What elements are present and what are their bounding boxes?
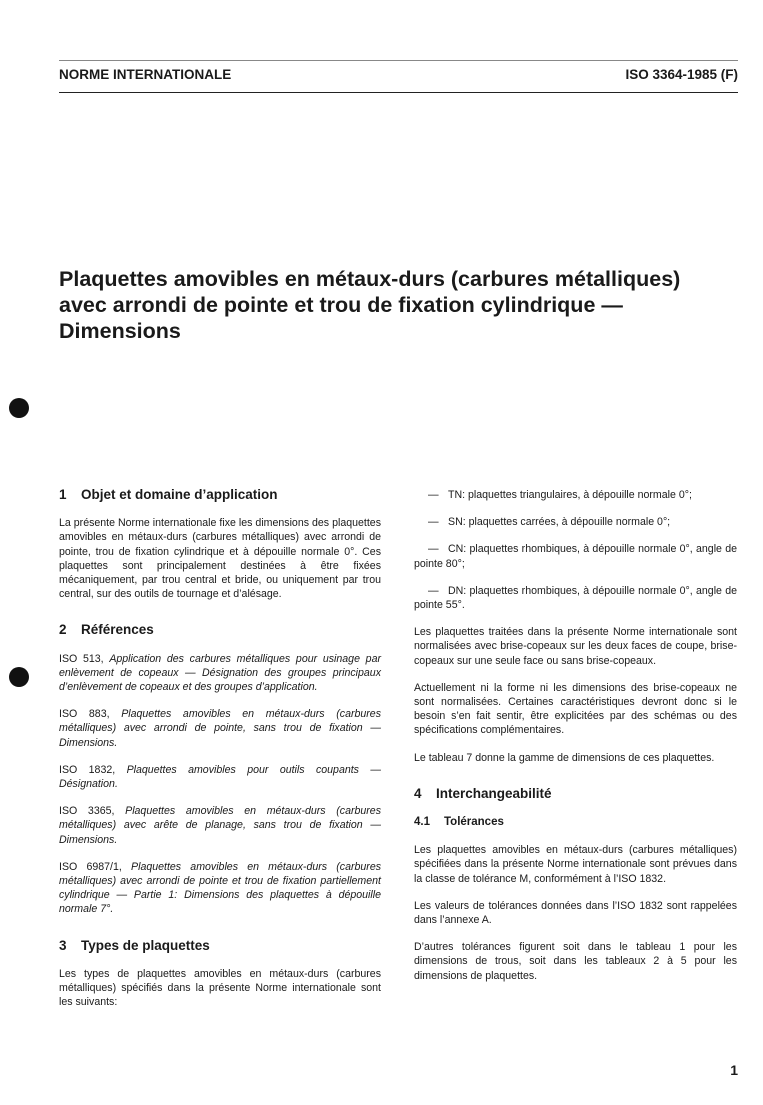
reference-item: ISO 513, Application des carbures métalliques pour usinage par enlèvement de copeaux — Désignation des groupes principaux d’enlèvement de copeaux et des groupes d’application. xyxy=(59,652,381,694)
section-heading: 3 Types de plaquettes xyxy=(59,937,210,953)
header-right: ISO 3364-1985 (F) xyxy=(625,67,738,82)
paragraph: Actuellement ni la forme ni les dimensions des brise-copeaux ne sont normalisées. Certaines caractéristiques devront donc si le besoin s’en fait sentir, être explicitées par des schémas ou des spécifications complémentaires. xyxy=(414,681,737,737)
paragraph: Les valeurs de tolérances données dans l’ISO 1832 sont rappelées dans l’annexe A. xyxy=(414,899,737,927)
paragraph: Les plaquettes amovibles en métaux-durs (carbures métalliques) spécifiées dans la présente Norme internationale sont prévues dans la classe de tolérance M, conformément à l’ISO 1832. xyxy=(414,844,737,885)
list-item: — SN: plaquettes carrées, à dépouille normale 0°; xyxy=(428,516,671,529)
paragraph: Les types de plaquettes amovibles en métaux-durs (carbures métalliques) spécifiés dans la présente Norme internationale sont les suivants: xyxy=(59,967,381,1009)
paragraph: D’autres tolérances figurent soit dans le tableau 1 pour les dimensions de trous, soit dans les tableaux 2 à 5 pour les dimensions de plaquettes. xyxy=(414,941,737,982)
section-heading: 2 Références xyxy=(59,622,154,638)
subsection-heading: 4.1 Tolérances xyxy=(414,816,504,829)
section-heading: 4 Interchangeabilité xyxy=(414,785,552,801)
header-left: NORME INTERNATIONALE xyxy=(59,67,232,82)
right-column xyxy=(414,488,737,996)
paragraph: Les plaquettes traitées dans la présente Norme internationale sont normalisées avec brise-copeaux sur les deux faces de coupe, brise-copeaux sur une seule face ou sans brise-copeaux. xyxy=(414,626,737,667)
document-title: Plaquettes amovibles en métaux-durs (carbures métalliques) avec arrondi de pointe et trou de fixation cylindrique — Dimensions xyxy=(59,267,681,343)
list-item: — TN: plaquettes triangulaires, à dépouille normale 0°; xyxy=(428,489,692,501)
list-item: — DN: plaquettes rhombiques, à dépouille normale 0°, angle de pointe 55°. xyxy=(414,584,737,612)
reference-item: ISO 6987/1, Plaquettes amovibles en métaux-durs (carbures métalliques) avec arrondi de pointe et trou de fixation partiellement cylindrique — Partie 1: Dimensions des plaquettes à dépouille normale 7°. xyxy=(59,860,382,916)
left-column xyxy=(59,488,381,1022)
reference-item: ISO 883, Plaquettes amovibles en métaux-durs (carbures métalliques) avec arrondi de pointe, sans trou de fixation — Dimensions. xyxy=(59,708,381,749)
punch-hole-mark xyxy=(9,398,29,418)
header-rule xyxy=(59,92,738,93)
page-number: 1 xyxy=(730,1062,738,1078)
section-heading: 1 Objet et domaine d’application xyxy=(59,487,278,502)
reference-item: ISO 1832, Plaquettes amovibles pour outils coupants — Désignation. xyxy=(59,763,381,791)
reference-item: ISO 3365, Plaquettes amovibles en métaux-durs (carbures métalliques) avec arête de planage, sans trou de fixation — Dimensions. xyxy=(59,805,381,846)
page-header xyxy=(59,64,738,86)
top-rule xyxy=(59,60,738,61)
paragraph: La présente Norme internationale fixe les dimensions des plaquettes amovibles en métaux-durs (carbures métalliques) avec arrondi de pointe, trou de fixation cylindrique et à dépouille normale 0°. Ces plaquettes sont principalement destinées à être fixées mécaniquement, par trou central et bride, ou uniquement par trou central, sur des outils de tournage et d’alésage. xyxy=(59,517,381,601)
list-item: — CN: plaquettes rhombiques, à dépouille normale 0°, angle de pointe 80°; xyxy=(414,543,737,570)
punch-hole-mark xyxy=(9,667,29,687)
paragraph: Le tableau 7 donne la gamme de dimensions de ces plaquettes. xyxy=(414,751,715,764)
